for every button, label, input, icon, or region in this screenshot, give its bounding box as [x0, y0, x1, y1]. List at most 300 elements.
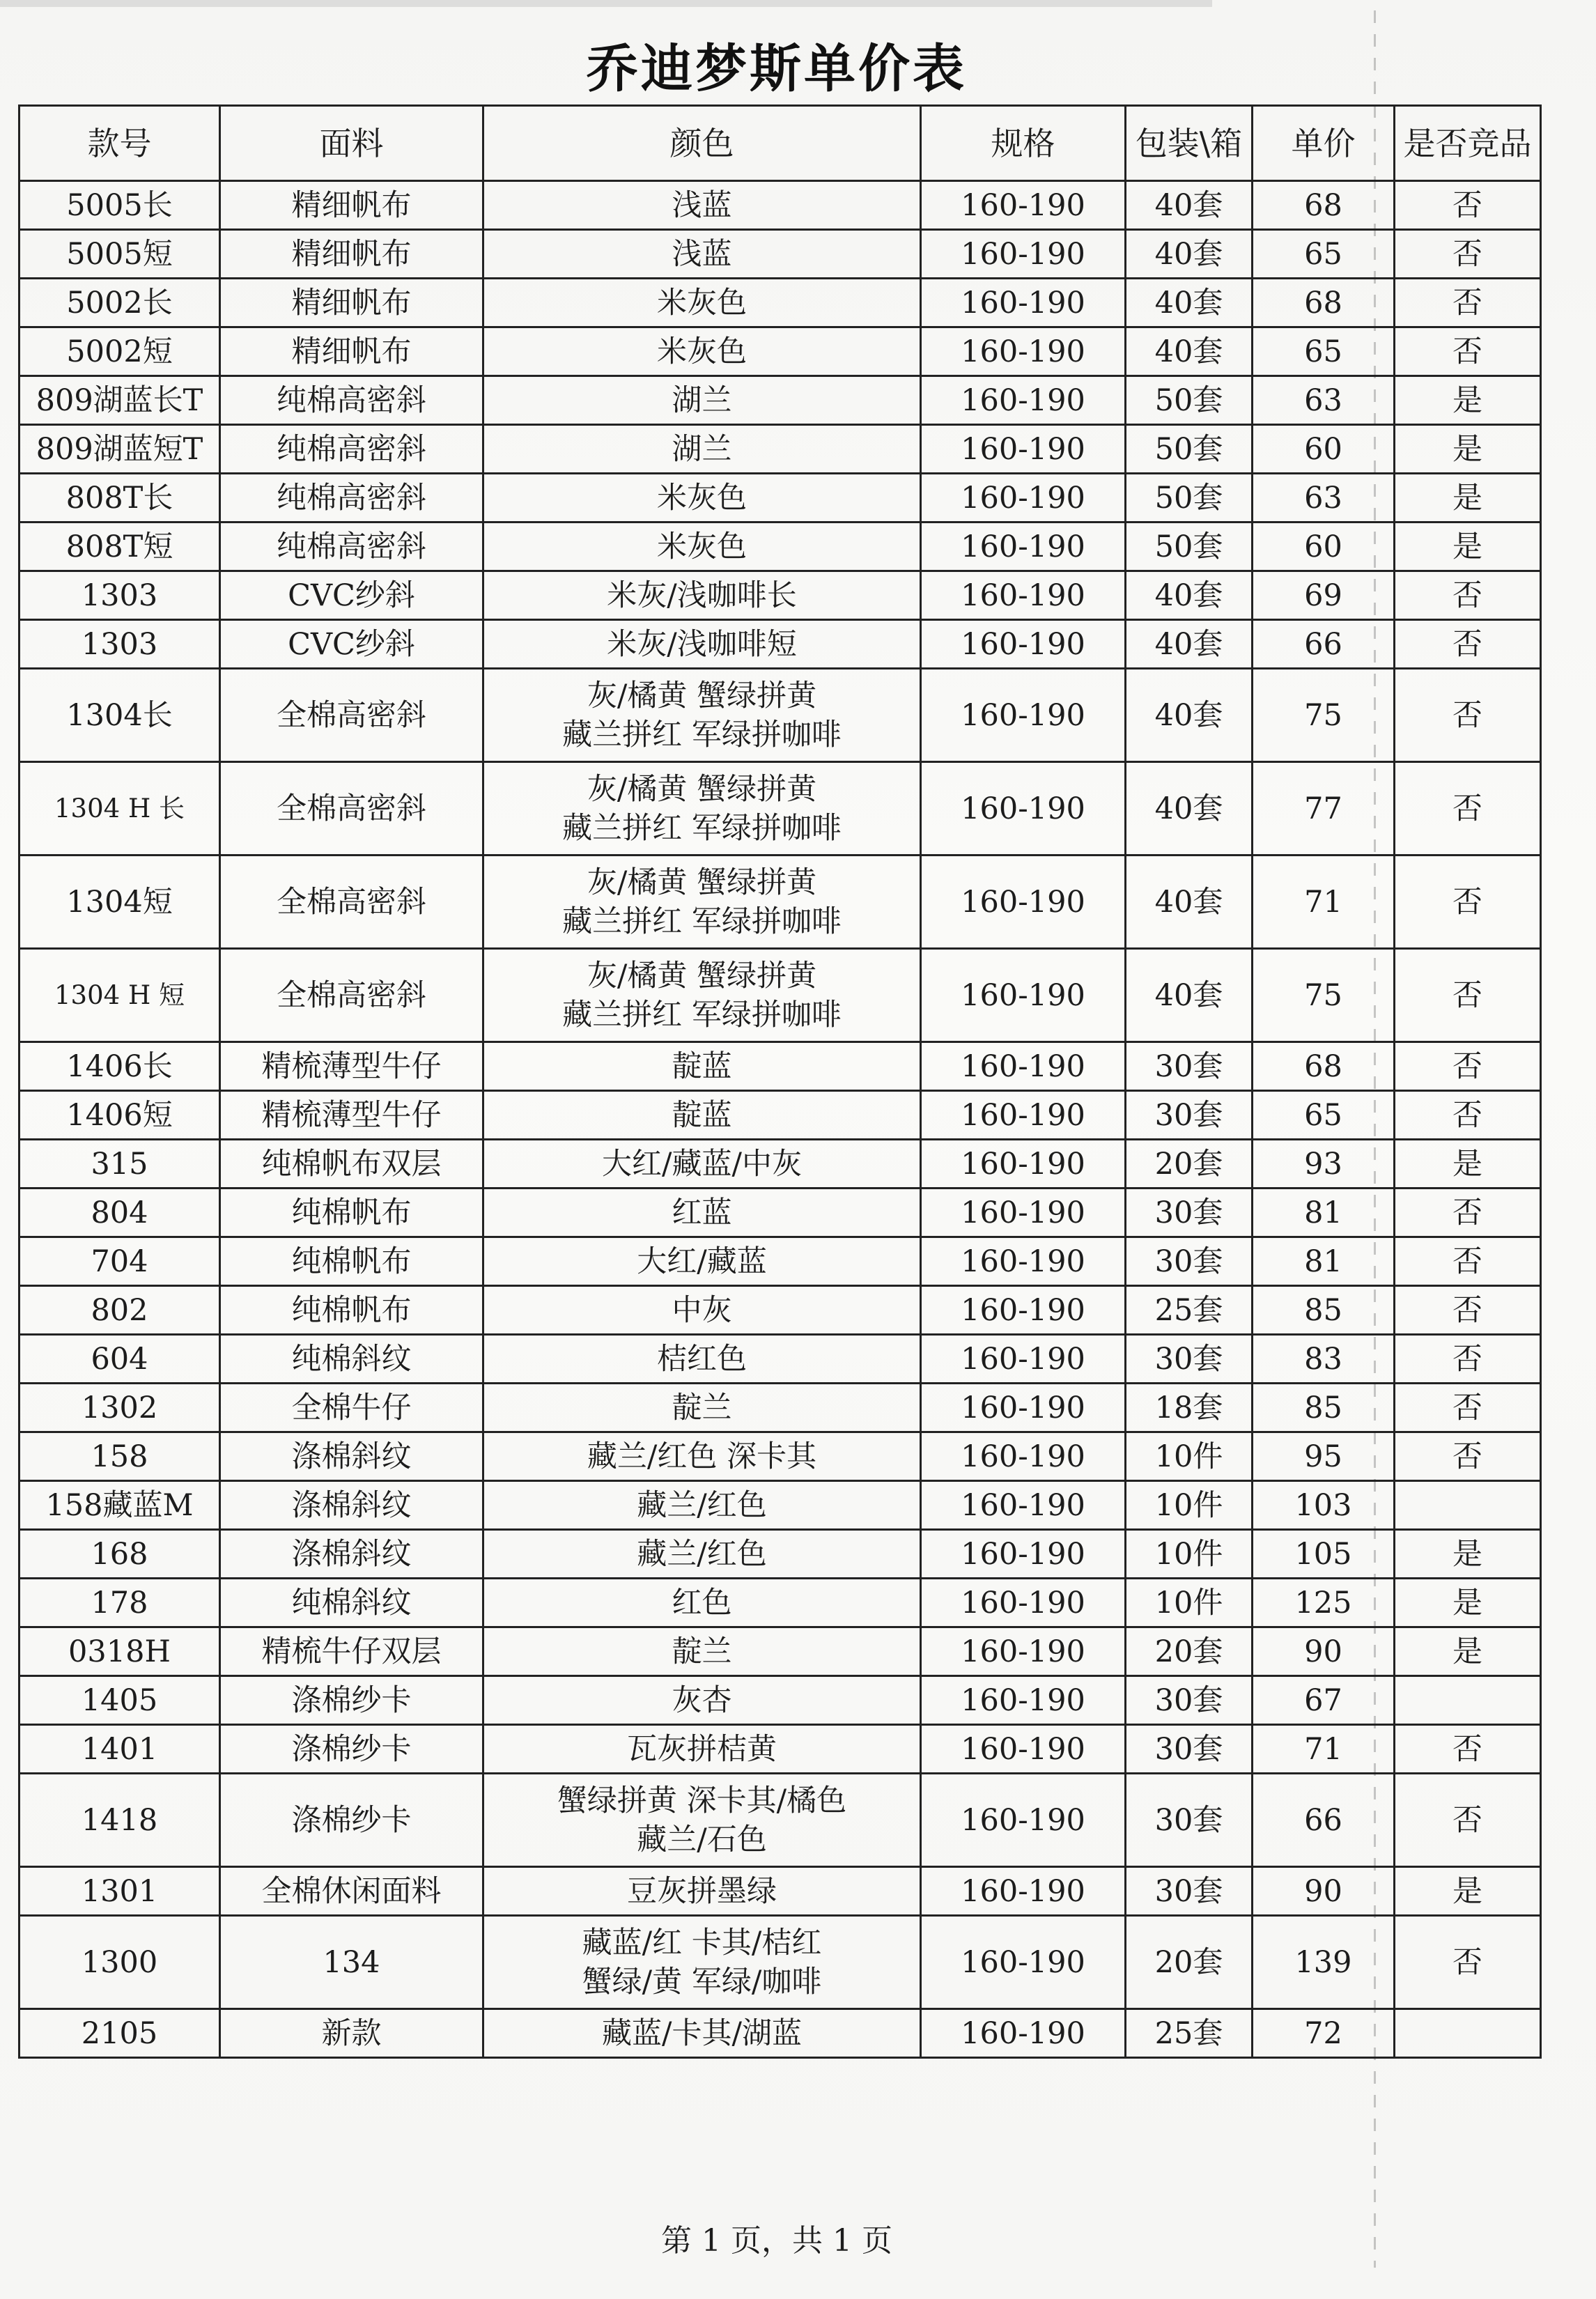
competitor-cell: 否 — [1395, 1091, 1541, 1140]
competitor-cell — [1395, 1481, 1541, 1530]
table-row — [20, 1140, 1541, 1189]
code-cell: 5002短 — [20, 327, 220, 376]
table-row — [20, 1286, 1541, 1335]
color-line: 藏兰/红色 — [637, 1487, 767, 1523]
fabric-cell: 纯棉高密斜 — [220, 522, 483, 571]
table-row — [20, 1091, 1541, 1140]
code-cell: 2105 — [20, 2009, 220, 2058]
competitor-cell: 是 — [1395, 425, 1541, 474]
code-cell: 704 — [20, 1237, 220, 1286]
scan-edge — [0, 0, 1212, 7]
price-cell: 75 — [1253, 949, 1395, 1042]
color-cell — [483, 522, 921, 571]
spec-cell: 160-190 — [921, 1432, 1126, 1481]
fabric-cell: 全棉高密斜 — [220, 669, 483, 762]
pack-cell: 40套 — [1126, 279, 1253, 327]
fabric-cell: 涤棉斜纹 — [220, 1481, 483, 1530]
color-line: 红蓝 — [672, 1195, 732, 1230]
code-cell: 1304 H 长 — [20, 762, 220, 856]
table-row — [20, 1916, 1541, 2009]
table-row — [20, 949, 1541, 1042]
color-cell — [483, 376, 921, 425]
code-cell: 1304 H 短 — [20, 949, 220, 1042]
table-row — [20, 1432, 1541, 1481]
spec-cell: 160-190 — [921, 327, 1126, 376]
code-cell: 0318H — [20, 1627, 220, 1676]
color-cell — [483, 425, 921, 474]
fabric-cell: 纯棉帆布 — [220, 1189, 483, 1237]
table-row — [20, 425, 1541, 474]
spec-cell: 160-190 — [921, 279, 1126, 327]
fabric-cell: 精细帆布 — [220, 279, 483, 327]
fabric-cell: 涤棉斜纹 — [220, 1432, 483, 1481]
table-row — [20, 279, 1541, 327]
color-line: 靛蓝 — [672, 1048, 732, 1084]
spec-cell: 160-190 — [921, 376, 1126, 425]
price-cell: 75 — [1253, 669, 1395, 762]
page-title: 乔迪梦斯单价表 — [587, 39, 967, 99]
color-line: 灰/橘黄 蟹绿拼黄 — [587, 865, 817, 900]
spec-cell: 160-190 — [921, 762, 1126, 856]
competitor-cell: 否 — [1395, 181, 1541, 230]
pack-cell: 30套 — [1126, 1867, 1253, 1916]
pack-cell: 10件 — [1126, 1579, 1253, 1627]
color-cell — [483, 279, 921, 327]
fabric-cell: 纯棉高密斜 — [220, 425, 483, 474]
fabric-cell: 涤棉纱卡 — [220, 1725, 483, 1774]
fabric-cell: 涤棉斜纹 — [220, 1530, 483, 1579]
fabric-cell: 纯棉帆布双层 — [220, 1140, 483, 1189]
price-cell: 105 — [1253, 1530, 1395, 1579]
fabric-cell: 134 — [220, 1916, 483, 2009]
table-header-row — [20, 106, 1541, 181]
table-row — [20, 1627, 1541, 1676]
pack-cell: 18套 — [1126, 1384, 1253, 1432]
spec-cell: 160-190 — [921, 1530, 1126, 1579]
price-cell: 60 — [1253, 522, 1395, 571]
color-line: 蟹绿/黄 军绿/咖啡 — [582, 1964, 822, 1999]
color-cell — [483, 1189, 921, 1237]
fabric-cell: 纯棉帆布 — [220, 1286, 483, 1335]
code-cell: 315 — [20, 1140, 220, 1189]
color-cell — [483, 1530, 921, 1579]
table-row — [20, 474, 1541, 522]
fabric-cell: CVC纱斜 — [220, 620, 483, 669]
competitor-cell: 否 — [1395, 762, 1541, 856]
fabric-cell: 精细帆布 — [220, 181, 483, 230]
spec-cell: 160-190 — [921, 571, 1126, 620]
price-cell: 71 — [1253, 1725, 1395, 1774]
price-cell: 71 — [1253, 856, 1395, 949]
color-line: 浅蓝 — [672, 236, 732, 272]
price-cell: 85 — [1253, 1384, 1395, 1432]
code-cell: 1304短 — [20, 856, 220, 949]
competitor-cell: 是 — [1395, 522, 1541, 571]
pack-cell: 40套 — [1126, 856, 1253, 949]
color-line: 藏兰拼红 军绿拼咖啡 — [562, 997, 842, 1032]
color-cell — [483, 1432, 921, 1481]
table-row — [20, 571, 1541, 620]
code-cell: 809湖蓝短T — [20, 425, 220, 474]
table-row — [20, 2009, 1541, 2058]
table-row — [20, 1676, 1541, 1725]
fabric-cell: 纯棉帆布 — [220, 1237, 483, 1286]
competitor-cell: 否 — [1395, 571, 1541, 620]
color-line: 中灰 — [672, 1292, 732, 1328]
competitor-cell: 是 — [1395, 474, 1541, 522]
price-cell: 139 — [1253, 1916, 1395, 2009]
color-line: 大红/藏蓝 — [637, 1244, 767, 1279]
color-line: 米灰色 — [657, 334, 747, 369]
color-line: 米灰色 — [657, 529, 747, 564]
spec-cell: 160-190 — [921, 474, 1126, 522]
color-cell — [483, 1627, 921, 1676]
code-cell: 804 — [20, 1189, 220, 1237]
price-cell: 65 — [1253, 327, 1395, 376]
code-cell: 1405 — [20, 1676, 220, 1725]
fabric-cell: 精细帆布 — [220, 327, 483, 376]
competitor-cell: 是 — [1395, 1530, 1541, 1579]
competitor-cell: 否 — [1395, 230, 1541, 279]
price-cell: 66 — [1253, 1774, 1395, 1867]
price-cell: 63 — [1253, 474, 1395, 522]
code-cell: 178 — [20, 1579, 220, 1627]
price-cell: 93 — [1253, 1140, 1395, 1189]
table-row — [20, 1867, 1541, 1916]
color-line: 藏蓝/红 卡其/桔红 — [582, 1925, 822, 1960]
pack-cell: 20套 — [1126, 1916, 1253, 2009]
pack-cell: 50套 — [1126, 376, 1253, 425]
fabric-cell: 精梳薄型牛仔 — [220, 1042, 483, 1091]
color-cell — [483, 1867, 921, 1916]
spec-cell: 160-190 — [921, 1042, 1126, 1091]
color-cell — [483, 1384, 921, 1432]
table-row — [20, 1725, 1541, 1774]
pack-cell: 40套 — [1126, 762, 1253, 856]
price-cell: 72 — [1253, 2009, 1395, 2058]
spec-cell: 160-190 — [921, 1286, 1126, 1335]
competitor-cell: 否 — [1395, 1042, 1541, 1091]
pack-cell: 10件 — [1126, 1530, 1253, 1579]
code-cell: 808T长 — [20, 474, 220, 522]
table-row — [20, 1481, 1541, 1530]
price-cell: 83 — [1253, 1335, 1395, 1384]
color-line: 大红/藏蓝/中灰 — [602, 1146, 802, 1182]
spec-cell: 160-190 — [921, 1579, 1126, 1627]
color-cell — [483, 230, 921, 279]
competitor-cell: 是 — [1395, 1867, 1541, 1916]
code-cell: 1401 — [20, 1725, 220, 1774]
code-cell: 158藏蓝M — [20, 1481, 220, 1530]
price-cell: 125 — [1253, 1579, 1395, 1627]
spec-cell: 160-190 — [921, 1384, 1126, 1432]
color-cell — [483, 762, 921, 856]
table-row — [20, 762, 1541, 856]
color-cell — [483, 1286, 921, 1335]
fabric-cell: 精梳牛仔双层 — [220, 1627, 483, 1676]
pack-cell: 30套 — [1126, 1335, 1253, 1384]
color-cell — [483, 856, 921, 949]
color-cell — [483, 181, 921, 230]
color-cell — [483, 327, 921, 376]
color-line: 湖兰 — [672, 382, 732, 418]
color-cell — [483, 1916, 921, 2009]
color-line: 灰/橘黄 蟹绿拼黄 — [587, 678, 817, 713]
spec-cell: 160-190 — [921, 856, 1126, 949]
page-footer: 第 1 页，共 1 页 — [661, 2223, 892, 2259]
color-line: 靛蓝 — [672, 1097, 732, 1133]
color-cell — [483, 1140, 921, 1189]
price-cell: 66 — [1253, 620, 1395, 669]
spec-cell: 160-190 — [921, 425, 1126, 474]
color-cell — [483, 474, 921, 522]
color-cell — [483, 571, 921, 620]
competitor-cell: 是 — [1395, 1579, 1541, 1627]
price-cell: 67 — [1253, 1676, 1395, 1725]
color-cell — [483, 2009, 921, 2058]
competitor-cell: 否 — [1395, 1774, 1541, 1867]
pack-cell: 40套 — [1126, 230, 1253, 279]
price-cell: 81 — [1253, 1189, 1395, 1237]
fabric-cell: 全棉高密斜 — [220, 949, 483, 1042]
spec-cell: 160-190 — [921, 1237, 1126, 1286]
code-cell: 802 — [20, 1286, 220, 1335]
price-cell: 63 — [1253, 376, 1395, 425]
code-cell: 1300 — [20, 1916, 220, 2009]
table-row — [20, 376, 1541, 425]
price-cell: 95 — [1253, 1432, 1395, 1481]
pack-cell: 40套 — [1126, 669, 1253, 762]
color-line: 靛兰 — [672, 1634, 732, 1669]
price-cell: 81 — [1253, 1237, 1395, 1286]
table-row — [20, 1189, 1541, 1237]
price-cell: 69 — [1253, 571, 1395, 620]
color-line: 藏兰拼红 军绿拼咖啡 — [562, 717, 842, 752]
pack-cell: 10件 — [1126, 1481, 1253, 1530]
spec-cell: 160-190 — [921, 1725, 1126, 1774]
table-row — [20, 230, 1541, 279]
competitor-cell: 否 — [1395, 1384, 1541, 1432]
color-cell — [483, 1481, 921, 1530]
col-header-fabric: 面料 — [220, 106, 483, 181]
code-cell: 5002长 — [20, 279, 220, 327]
competitor-cell — [1395, 1676, 1541, 1725]
color-line: 藏兰拼红 军绿拼咖啡 — [562, 904, 842, 939]
color-cell — [483, 949, 921, 1042]
code-cell: 808T短 — [20, 522, 220, 571]
spec-cell: 160-190 — [921, 620, 1126, 669]
color-cell — [483, 1091, 921, 1140]
pack-cell: 10件 — [1126, 1432, 1253, 1481]
color-cell — [483, 1676, 921, 1725]
color-line: 湖兰 — [672, 431, 732, 467]
table-row — [20, 1237, 1541, 1286]
color-cell — [483, 669, 921, 762]
color-line: 靛兰 — [672, 1390, 732, 1425]
table-row — [20, 181, 1541, 230]
pack-cell: 50套 — [1126, 522, 1253, 571]
col-header-pack: 包装\箱 — [1126, 106, 1253, 181]
fabric-cell: 全棉高密斜 — [220, 856, 483, 949]
color-cell — [483, 1774, 921, 1867]
spec-cell: 160-190 — [921, 949, 1126, 1042]
color-cell — [483, 1579, 921, 1627]
pack-cell: 25套 — [1126, 2009, 1253, 2058]
competitor-cell: 是 — [1395, 1627, 1541, 1676]
table-row — [20, 1530, 1541, 1579]
pack-cell: 50套 — [1126, 474, 1253, 522]
competitor-cell: 否 — [1395, 1725, 1541, 1774]
fabric-cell: 涤棉纱卡 — [220, 1676, 483, 1725]
code-cell: 1304长 — [20, 669, 220, 762]
code-cell: 158 — [20, 1432, 220, 1481]
code-cell: 1418 — [20, 1774, 220, 1867]
spec-cell: 160-190 — [921, 1335, 1126, 1384]
col-header-competitor: 是否竞品 — [1395, 106, 1541, 181]
spec-cell: 160-190 — [921, 1916, 1126, 2009]
color-line: 藏蓝/卡其/湖蓝 — [602, 2015, 802, 2051]
col-header-color: 颜色 — [483, 106, 921, 181]
price-cell: 65 — [1253, 230, 1395, 279]
color-line: 蟹绿拼黄 深卡其/橘色 — [557, 1783, 847, 1818]
color-line: 灰/橘黄 蟹绿拼黄 — [587, 958, 817, 993]
price-cell: 65 — [1253, 1091, 1395, 1140]
spec-cell: 160-190 — [921, 230, 1126, 279]
pack-cell: 40套 — [1126, 949, 1253, 1042]
color-cell — [483, 1042, 921, 1091]
spec-cell: 160-190 — [921, 181, 1126, 230]
color-line: 藏兰/红色 深卡其 — [587, 1439, 817, 1474]
col-header-spec: 规格 — [921, 106, 1126, 181]
competitor-cell: 否 — [1395, 327, 1541, 376]
table-row — [20, 669, 1541, 762]
color-line: 米灰色 — [657, 480, 747, 516]
color-line: 米灰色 — [657, 285, 747, 320]
color-line: 米灰/浅咖啡短 — [607, 626, 797, 662]
pack-cell: 30套 — [1126, 1774, 1253, 1867]
pack-cell: 25套 — [1126, 1286, 1253, 1335]
table-row — [20, 856, 1541, 949]
color-cell — [483, 1725, 921, 1774]
pack-cell: 30套 — [1126, 1189, 1253, 1237]
competitor-cell: 否 — [1395, 279, 1541, 327]
pack-cell: 40套 — [1126, 327, 1253, 376]
price-cell: 90 — [1253, 1867, 1395, 1916]
competitor-cell: 否 — [1395, 620, 1541, 669]
fabric-cell: CVC纱斜 — [220, 571, 483, 620]
fabric-cell: 纯棉斜纹 — [220, 1579, 483, 1627]
code-cell: 604 — [20, 1335, 220, 1384]
color-line: 米灰/浅咖啡长 — [607, 578, 797, 613]
code-cell: 5005长 — [20, 181, 220, 230]
pack-cell: 20套 — [1126, 1140, 1253, 1189]
fabric-cell: 纯棉高密斜 — [220, 376, 483, 425]
spec-cell: 160-190 — [921, 1189, 1126, 1237]
competitor-cell — [1395, 2009, 1541, 2058]
pack-cell: 30套 — [1126, 1042, 1253, 1091]
pack-cell: 40套 — [1126, 571, 1253, 620]
pack-cell: 50套 — [1126, 425, 1253, 474]
table-row — [20, 327, 1541, 376]
spec-cell: 160-190 — [921, 2009, 1126, 2058]
spec-cell: 160-190 — [921, 1627, 1126, 1676]
code-cell: 1301 — [20, 1867, 220, 1916]
table-row — [20, 620, 1541, 669]
fabric-cell: 全棉休闲面料 — [220, 1867, 483, 1916]
competitor-cell: 是 — [1395, 376, 1541, 425]
color-line: 红色 — [672, 1585, 732, 1620]
table-row — [20, 1335, 1541, 1384]
price-cell: 68 — [1253, 1042, 1395, 1091]
color-line: 藏兰拼红 军绿拼咖啡 — [562, 810, 842, 846]
spec-cell: 160-190 — [921, 1140, 1126, 1189]
competitor-cell: 否 — [1395, 1286, 1541, 1335]
fabric-cell: 精梳薄型牛仔 — [220, 1091, 483, 1140]
table-row — [20, 1384, 1541, 1432]
code-cell: 1303 — [20, 571, 220, 620]
color-cell — [483, 1335, 921, 1384]
price-cell: 103 — [1253, 1481, 1395, 1530]
fabric-cell: 纯棉高密斜 — [220, 474, 483, 522]
code-cell: 168 — [20, 1530, 220, 1579]
pack-cell: 30套 — [1126, 1091, 1253, 1140]
competitor-cell: 否 — [1395, 856, 1541, 949]
competitor-cell: 是 — [1395, 1140, 1541, 1189]
pack-cell: 30套 — [1126, 1237, 1253, 1286]
fabric-cell: 纯棉斜纹 — [220, 1335, 483, 1384]
color-line: 藏兰/石色 — [637, 1822, 767, 1857]
pack-cell: 30套 — [1126, 1725, 1253, 1774]
competitor-cell: 否 — [1395, 1189, 1541, 1237]
color-line: 浅蓝 — [672, 187, 732, 223]
spec-cell: 160-190 — [921, 1867, 1126, 1916]
competitor-cell: 否 — [1395, 669, 1541, 762]
code-cell: 1406长 — [20, 1042, 220, 1091]
pack-cell: 20套 — [1126, 1627, 1253, 1676]
spec-cell: 160-190 — [921, 669, 1126, 762]
spec-cell: 160-190 — [921, 1481, 1126, 1530]
code-cell: 5005短 — [20, 230, 220, 279]
col-header-price: 单价 — [1253, 106, 1395, 181]
code-cell: 1303 — [20, 620, 220, 669]
color-line: 藏兰/红色 — [637, 1536, 767, 1572]
price-cell: 68 — [1253, 181, 1395, 230]
table-row — [20, 522, 1541, 571]
competitor-cell: 否 — [1395, 1335, 1541, 1384]
fabric-cell: 新款 — [220, 2009, 483, 2058]
color-line: 桔红色 — [657, 1341, 747, 1377]
spec-cell: 160-190 — [921, 1091, 1126, 1140]
color-line: 灰杏 — [672, 1682, 732, 1718]
fabric-cell: 涤棉纱卡 — [220, 1774, 483, 1867]
color-line: 灰/橘黄 蟹绿拼黄 — [587, 771, 817, 807]
price-cell: 60 — [1253, 425, 1395, 474]
spec-cell: 160-190 — [921, 522, 1126, 571]
price-table — [18, 104, 1542, 2059]
color-line: 瓦灰拼桔黄 — [627, 1731, 777, 1767]
price-cell: 77 — [1253, 762, 1395, 856]
fabric-cell: 全棉牛仔 — [220, 1384, 483, 1432]
competitor-cell: 否 — [1395, 1916, 1541, 2009]
fabric-cell: 精细帆布 — [220, 230, 483, 279]
pack-cell: 40套 — [1126, 620, 1253, 669]
price-cell: 90 — [1253, 1627, 1395, 1676]
competitor-cell: 否 — [1395, 949, 1541, 1042]
table-row — [20, 1042, 1541, 1091]
col-header-code: 款号 — [20, 106, 220, 181]
pack-cell: 30套 — [1126, 1676, 1253, 1725]
table-row — [20, 1774, 1541, 1867]
